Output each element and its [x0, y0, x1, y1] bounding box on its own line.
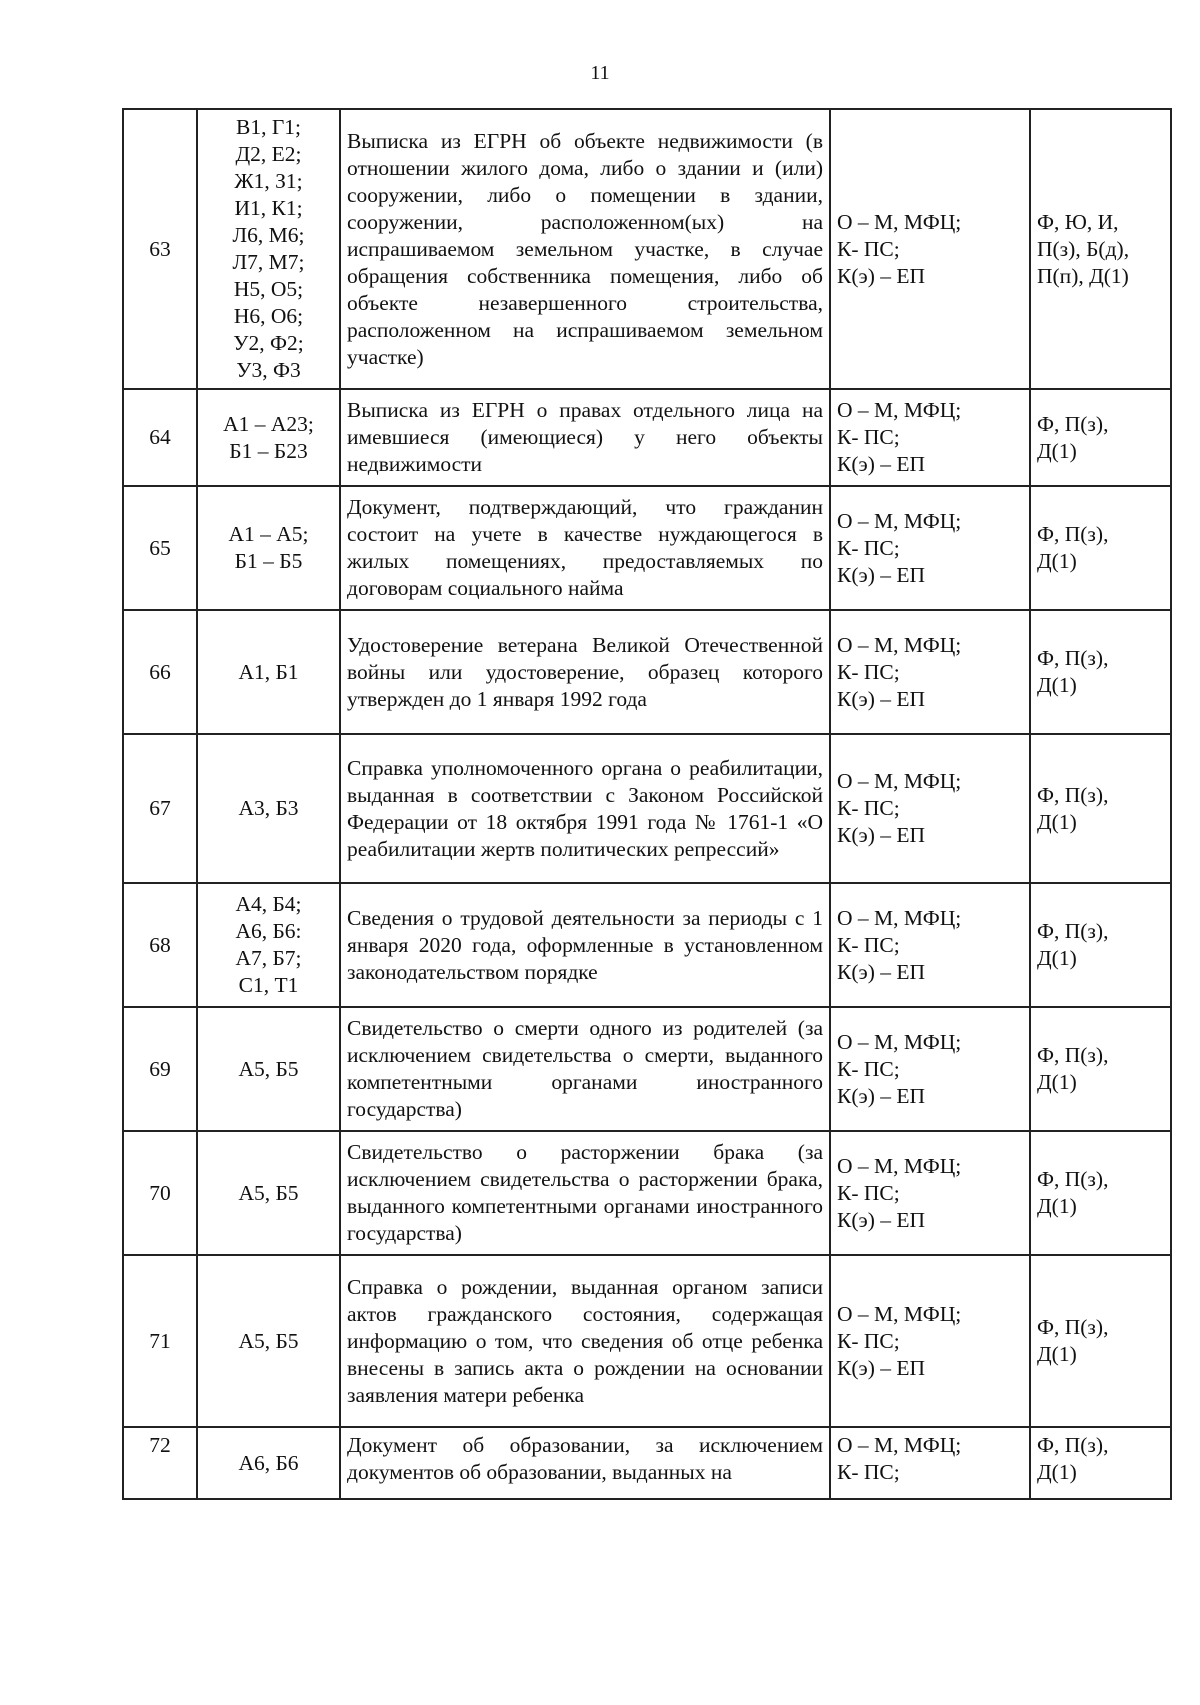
page-number: 11: [590, 62, 610, 84]
applicant-types-line: Ф, П(з),: [1037, 1315, 1109, 1339]
submission-method-line: К(э) – ЕП: [837, 823, 926, 847]
category-codes-line: Н6, О6;: [233, 304, 304, 328]
applicant-types-line: Д(1): [1037, 1194, 1077, 1218]
category-codes: [197, 1427, 340, 1499]
submission-method: [830, 1427, 1030, 1499]
document-description: Свидетельство о расторжении брака (за исключением свидетельства о расторжении брака, выданного компетентными органами иностранного государства): [340, 1131, 830, 1255]
submission-method: [830, 1131, 1030, 1255]
submission-method-line: К- ПС;: [837, 659, 900, 684]
row-number: 67: [123, 734, 197, 883]
row-number: 68: [123, 883, 197, 1007]
document-description: Справка о рождении, выданная органом записи актов гражданского состояния, содержащая информацию о том, что сведения об отце ребенка внесены в запись акта о рождении на основании заявления матери ребенка: [340, 1255, 830, 1427]
applicant-types-line: Д(1): [1037, 809, 1077, 834]
table-row: [123, 883, 1171, 1007]
submission-method-line: О – М, МФЦ;: [837, 1153, 962, 1178]
applicant-types-line: Д(1): [1037, 549, 1077, 573]
document-description: Справка уполномоченного органа о реабилитации, выданная в соответствии с Законом Российской Федерации от 18 октября 1991 года № 1761-1 «О реабилитации жертв политических репрессий»: [340, 734, 830, 883]
applicant-types-line: Ф, Ю, И,: [1037, 209, 1119, 234]
category-codes: [197, 486, 340, 610]
table-row: [123, 610, 1171, 734]
submission-method-line: К(э) – ЕП: [837, 452, 926, 476]
category-codes-line: Д2, Е2;: [235, 142, 302, 166]
category-codes-line: А1 – А5;: [228, 522, 309, 546]
applicant-types: [1030, 486, 1171, 610]
category-codes: [197, 1131, 340, 1255]
applicant-types: [1030, 734, 1171, 883]
row-number: 69: [123, 1007, 197, 1131]
category-codes-line: Л6, М6;: [232, 223, 305, 247]
applicant-types: [1030, 109, 1171, 389]
applicant-types-line: П(п), Д(1): [1037, 263, 1129, 288]
submission-method: [830, 1007, 1030, 1131]
document-description: Выписка из ЕГРН об объекте недвижимости (в отношении жилого дома, либо о здании и (или) сооружении, либо о помещении в здании, сооружении, расположенном(ых) на испрашиваемом земельном участке, в случае обращения собственника помещения, либо об объекте незавершенного строительства, расположенном на испрашиваемом земельном участке): [340, 109, 830, 389]
category-codes: [197, 610, 340, 734]
applicant-types-line: Ф, П(з),: [1037, 782, 1109, 807]
submission-method-line: О – М, МФЦ;: [837, 1433, 962, 1457]
category-codes-line: Ж1, З1;: [234, 169, 303, 193]
applicant-types-line: Д(1): [1037, 1342, 1077, 1366]
category-codes-line: А5, Б5: [238, 1056, 299, 1081]
category-codes-line: А4, Б4;: [235, 892, 302, 916]
applicant-types-line: П(з), Б(д),: [1037, 236, 1130, 261]
category-codes: [197, 389, 340, 486]
category-codes-line: Б1 – Б5: [234, 549, 303, 573]
submission-method-line: О – М, МФЦ;: [837, 398, 962, 422]
submission-method-line: К- ПС;: [837, 425, 900, 449]
applicant-types-line: Ф, П(з),: [1037, 411, 1109, 436]
submission-method-line: К(э) – ЕП: [837, 562, 926, 587]
category-codes-line: У3, Ф3: [236, 358, 301, 382]
table-row: [123, 109, 1171, 389]
category-codes-line: А1, Б1: [238, 659, 299, 684]
category-codes-line: А5, Б5: [238, 1180, 299, 1205]
row-number: 65: [123, 486, 197, 610]
category-codes-line: А5, Б5: [238, 1328, 299, 1353]
submission-method: [830, 883, 1030, 1007]
submission-method-line: К- ПС;: [837, 1460, 900, 1484]
documents-table: [122, 108, 1172, 1500]
applicant-types: [1030, 389, 1171, 486]
applicant-types: [1030, 883, 1171, 1007]
applicant-types: [1030, 1427, 1171, 1499]
applicant-types: [1030, 1131, 1171, 1255]
document-description: Документ об образовании, за исключением документов об образовании, выданных на: [340, 1427, 830, 1499]
category-codes: [197, 734, 340, 883]
category-codes-line: Н5, О5;: [233, 277, 304, 301]
submission-method-line: К- ПС;: [837, 796, 900, 820]
row-number: 64: [123, 389, 197, 486]
table-row: [123, 1131, 1171, 1255]
table-row: [123, 389, 1171, 486]
submission-method-line: О – М, МФЦ;: [837, 508, 962, 533]
submission-method-line: К- ПС;: [837, 1056, 900, 1081]
submission-method-line: К- ПС;: [837, 1328, 900, 1353]
submission-method-line: О – М, МФЦ;: [837, 1029, 962, 1054]
submission-method-line: О – М, МФЦ;: [837, 1301, 962, 1326]
category-codes-line: А3, Б3: [238, 796, 299, 820]
applicant-types: [1030, 1007, 1171, 1131]
applicant-types-line: Ф, П(з),: [1037, 919, 1109, 943]
category-codes-line: А6, Б6: [238, 1450, 299, 1475]
category-codes-line: С1, Т1: [238, 973, 299, 997]
documents-table-body: [123, 109, 1171, 1499]
category-codes-line: А6, Б6:: [235, 919, 302, 943]
submission-method-line: К(э) – ЕП: [837, 1083, 926, 1108]
category-codes-line: А7, Б7;: [235, 946, 302, 970]
applicant-types-line: Д(1): [1037, 438, 1077, 463]
document-description: Выписка из ЕГРН о правах отдельного лица на имевшиеся (имеющиеся) у него объекты недвижимости: [340, 389, 830, 486]
applicant-types: [1030, 1255, 1171, 1427]
row-number: 70: [123, 1131, 197, 1255]
submission-method-line: О – М, МФЦ;: [837, 209, 962, 234]
submission-method-line: К(э) – ЕП: [837, 1355, 926, 1380]
document-description: Документ, подтверждающий, что гражданин состоит на учете в качестве нуждающегося в жилых помещениях, предоставляемых по договорам социального найма: [340, 486, 830, 610]
submission-method-line: К- ПС;: [837, 1180, 900, 1205]
document-description: Свидетельство о смерти одного из родителей (за исключением свидетельства о смерти, выданного компетентными органами иностранного государства): [340, 1007, 830, 1131]
applicant-types-line: Д(1): [1037, 946, 1077, 970]
category-codes: [197, 1007, 340, 1131]
row-number: 66: [123, 610, 197, 734]
category-codes-line: Л7, М7;: [232, 250, 305, 274]
applicant-types-line: Ф, П(з),: [1037, 1433, 1109, 1457]
category-codes-line: Б1 – Б23: [229, 438, 308, 463]
table-row: [123, 1427, 1171, 1499]
applicant-types-line: Д(1): [1037, 673, 1077, 697]
applicant-types-line: Д(1): [1037, 1460, 1077, 1484]
submission-method: [830, 1255, 1030, 1427]
submission-method-line: К(э) – ЕП: [837, 263, 926, 288]
applicant-types-line: Ф, П(з),: [1037, 522, 1109, 546]
table-row: [123, 1007, 1171, 1131]
submission-method: [830, 109, 1030, 389]
applicant-types-line: Д(1): [1037, 1070, 1077, 1094]
submission-method-line: О – М, МФЦ;: [837, 905, 962, 930]
submission-method: [830, 610, 1030, 734]
category-codes-line: В1, Г1;: [236, 115, 301, 139]
submission-method: [830, 734, 1030, 883]
category-codes: [197, 1255, 340, 1427]
submission-method-line: К- ПС;: [837, 932, 900, 957]
table-row: [123, 734, 1171, 883]
applicant-types-line: Ф, П(з),: [1037, 1167, 1109, 1191]
document-description: Удостоверение ветерана Великой Отечественной войны или удостоверение, образец которого утвержден до 1 января 1992 года: [340, 610, 830, 734]
submission-method-line: К(э) – ЕП: [837, 1207, 926, 1232]
category-codes: [197, 883, 340, 1007]
row-number: 72: [123, 1427, 197, 1499]
submission-method: [830, 389, 1030, 486]
row-number: 63: [123, 109, 197, 389]
submission-method-line: К- ПС;: [837, 236, 900, 261]
row-number: 71: [123, 1255, 197, 1427]
applicant-types: [1030, 610, 1171, 734]
table-row: [123, 1255, 1171, 1427]
submission-method-line: О – М, МФЦ;: [837, 769, 962, 793]
table-row: [123, 486, 1171, 610]
document-description: Сведения о трудовой деятельности за периоды с 1 января 2020 года, оформленные в установленном законодательством порядке: [340, 883, 830, 1007]
submission-method: [830, 486, 1030, 610]
category-codes-line: У2, Ф2;: [233, 331, 304, 355]
category-codes-line: А1 – А23;: [223, 411, 314, 436]
submission-method-line: О – М, МФЦ;: [837, 632, 962, 657]
applicant-types-line: Ф, П(з),: [1037, 646, 1109, 670]
category-codes: [197, 109, 340, 389]
applicant-types-line: Ф, П(з),: [1037, 1043, 1109, 1067]
category-codes-line: И1, К1;: [234, 196, 303, 220]
submission-method-line: К- ПС;: [837, 535, 900, 560]
submission-method-line: К(э) – ЕП: [837, 959, 926, 984]
submission-method-line: К(э) – ЕП: [837, 686, 926, 711]
